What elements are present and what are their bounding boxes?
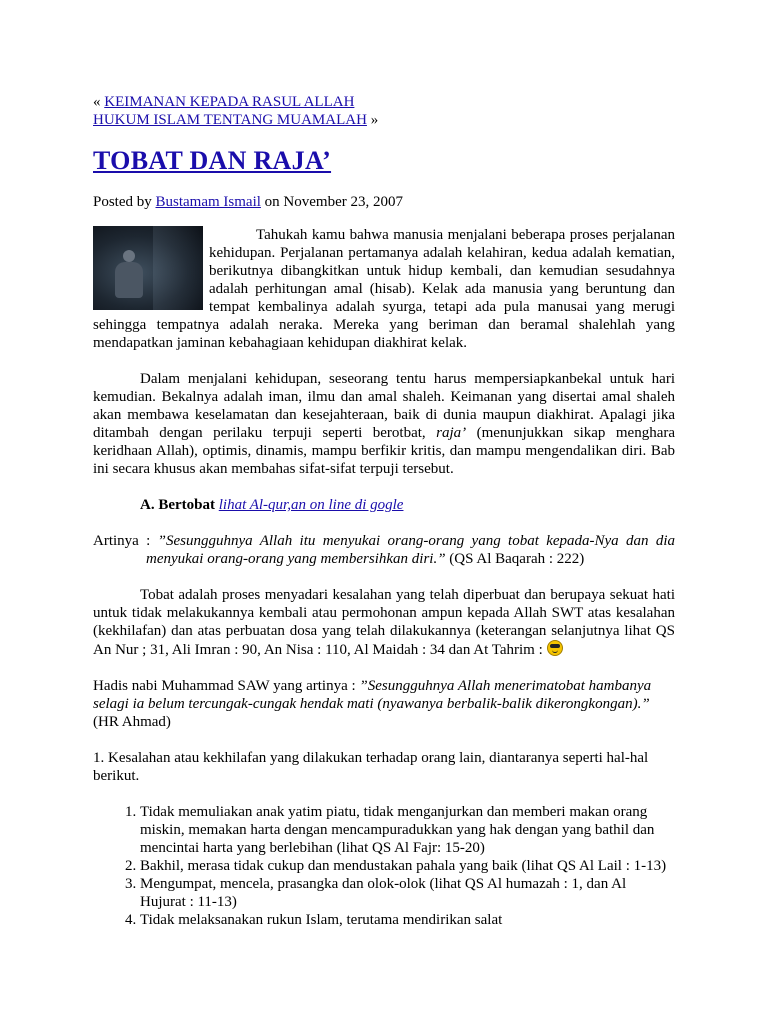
post-content bbox=[93, 226, 675, 929]
paragraph-bekal bbox=[93, 370, 675, 478]
section-a-label: A. Bertobat bbox=[140, 497, 215, 513]
praying-man-photo bbox=[93, 226, 203, 310]
list-item: 1. Tidak memuliakan anak yatim piatu, tidak menganjurkan dan memberi makan orang miskin, memakan harta dengan mencampuradukkan yang hak dengan yang bathil dan mencintai harta yang berlebihan (lihat QS Al Fajr: 15-20) bbox=[140, 803, 675, 857]
arti-ref: (QS Al Baqarah : 222) bbox=[449, 551, 585, 567]
raja-term: raja’ bbox=[436, 425, 467, 441]
paragraph-kesalahan: 1. Kesalahan atau kekhilafan yang dilakukan terhadap orang lain, diantaranya seperti hal-hal berikut. bbox=[93, 750, 649, 784]
paragraph-bekal-a: Dalam menjalani kehidupan, seseorang tentu harus mempersiapkanbekal untuk hari kemudian. Bekalnya adalah iman, ilmu dan amal shaleh. Keimanan yang disertai amal shaleh akan membawa keselamatan dan kesejahteraan, baik di dunia maupun diakhirat. Apalagi jika ditambah dengan perilaku terpuji seperti berotbat, bbox=[93, 371, 675, 441]
prev-post-link[interactable]: KEIMANAN KEPADA RASUL ALLAH bbox=[104, 94, 355, 110]
post-title[interactable]: TOBAT DAN RAJA’ bbox=[93, 146, 332, 175]
prev-arrow: « bbox=[93, 94, 101, 110]
hadis-paragraph bbox=[93, 677, 675, 731]
arti-quote: ”Sesungguhnya Allah itu menyukai orang-orang yang tobat kepada-Nya dan dia menyukai orang-orang yang membersihkan diri.” bbox=[146, 533, 675, 567]
paragraph-intro: Tahukah kamu bahwa manusia menjalani beberapa proses perjalanan kehidupan. Perjalanan pertamanya adalah kelahiran, kedua adalah kematian, berikutnya dibangkitkan untuk hidup kembali, dan kemudian sesudahnya adalah perhitungan amal (hisab). Kelak ada manusia yang beruntung dan tempat kembalinya adalah syurga, tetapi ada pula manusai yang merugi sehingga tempatnya adalah neraka. Mereka yang beriman dan beramal shalehlah yang mendapatkan jaminan kebahagiaan kehidupan diakhirat kelak. bbox=[93, 227, 675, 351]
list-item: 2. Bakhil, merasa tidak cukup dan mendustakan pahala yang baik (lihat QS Al Lail : 1-13) bbox=[140, 857, 675, 875]
post-meta bbox=[93, 193, 403, 211]
kesalahan-list bbox=[93, 803, 675, 929]
next-post-link[interactable]: HUKUM ISLAM TENTANG MUAMALAH bbox=[93, 112, 367, 128]
arti-label: Artinya : bbox=[93, 533, 151, 549]
paragraph-tobat-text: Tobat adalah proses menyadari kesalahan yang telah diperbuat dan berupaya sekuat hati untuk tidak melakukannya kembali atau permohonan ampun kepada Allah SWT atas kesalahan (kekhilafan) dan atas perbuatan dosa yang telah dilakukannya (keterangan selanjutnya lihat QS An Nur ; 31, Ali Imran : 90, An Nisa : 110, Al Maidah : 34 dan At Tahrim : bbox=[93, 587, 675, 658]
photo-figure-head bbox=[123, 250, 135, 262]
quran-online-link[interactable]: lihat Al-qur,an on line di gogle bbox=[218, 497, 404, 513]
photo-figure-body bbox=[115, 262, 143, 298]
paragraph-bekal-b: (menunjukkan sikap menghara keridhaan Allah), optimis, dinamis, mampu berfikir kritis, dan mampu mengendalikan diri. Bab ini secara khusus akan membahas sifat-sifat terpuji tersebut. bbox=[93, 425, 676, 477]
author-link[interactable]: Bustamam Ismail bbox=[155, 194, 261, 210]
hadis-label: Hadis nabi Muhammad SAW yang artinya : bbox=[93, 678, 356, 694]
hadis-ref: (HR Ahmad) bbox=[93, 714, 171, 730]
cool-smiley-icon bbox=[547, 640, 563, 656]
date-prefix: on bbox=[264, 194, 280, 210]
post-navigation bbox=[93, 93, 693, 129]
hadis-quote: ”Sesungguhnya Allah menerimatobat hambanya selagi ia belum tercungak-cungak hendak mati (nyawanya berbalik-balik dikerongkongan).” bbox=[93, 678, 652, 712]
next-arrow: » bbox=[370, 112, 379, 128]
paragraph-tobat bbox=[93, 586, 675, 659]
post-date: November 23, 2007 bbox=[283, 194, 403, 210]
photo-light bbox=[153, 226, 203, 310]
next-post-line bbox=[93, 111, 693, 129]
prev-post-line bbox=[93, 93, 693, 111]
list-item: 4. Tidak melaksanakan rukun Islam, terutama mendirikan salat bbox=[140, 911, 675, 929]
list-item: 3. Mengumpat, mencela, prasangka dan olok-olok (lihat QS Al humazah : 1, dan Al Hujurat : 11-13) bbox=[140, 875, 675, 911]
section-a-heading bbox=[93, 496, 675, 514]
arti-paragraph bbox=[93, 532, 675, 568]
posted-prefix: Posted by bbox=[93, 194, 152, 210]
